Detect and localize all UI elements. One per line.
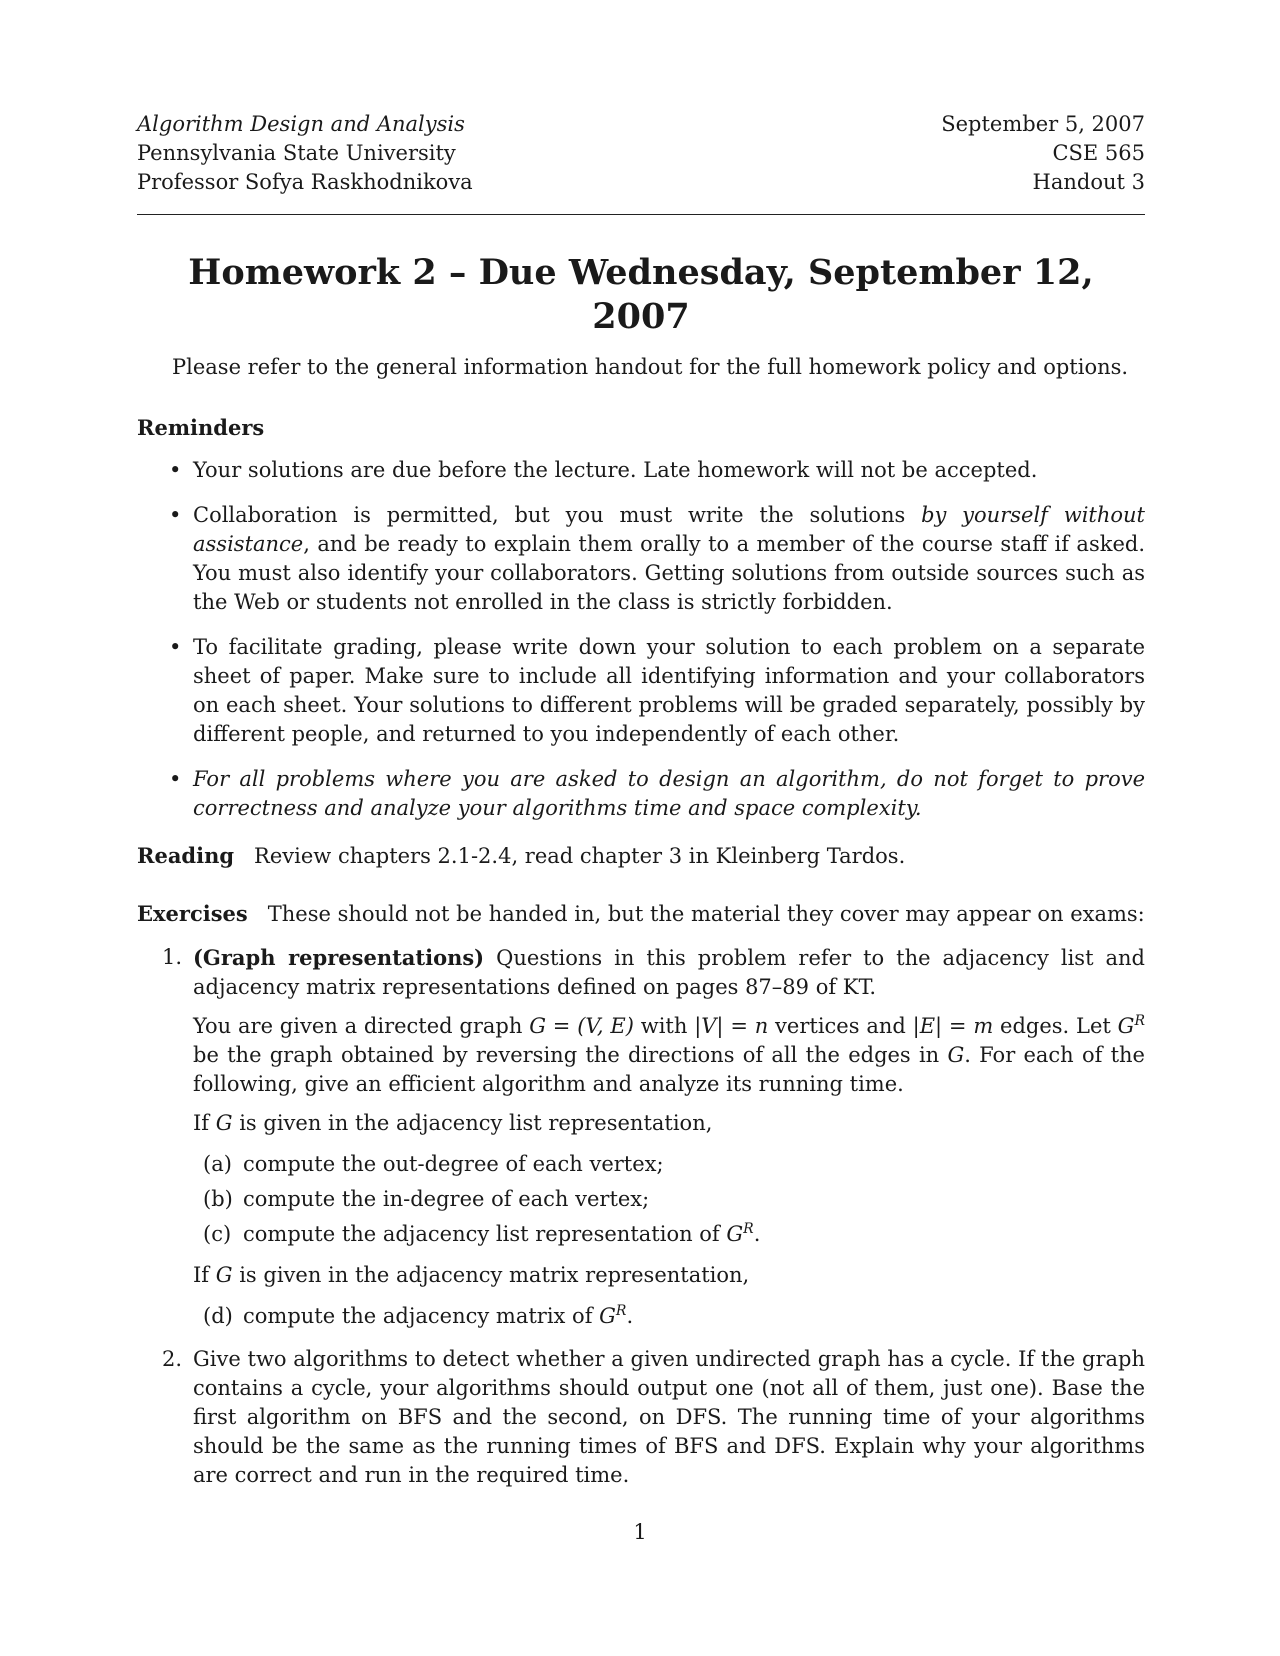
professor: Professor Sofya Raskhodnikova xyxy=(137,170,473,194)
matrix-intro: If G is given in the adjacency matrix representation, xyxy=(193,1263,750,1287)
list-intro: If G is given in the adjacency list representation, xyxy=(193,1111,713,1135)
list-item: • For all problems where you are asked to design an algorithm, do not forget to prove correctness and analyze your algorithms time and space complexity. xyxy=(169,767,1145,820)
header-rule xyxy=(137,214,1145,215)
course-code: CSE 565 xyxy=(1052,141,1145,165)
reading-section xyxy=(137,841,1145,871)
list-item: (a) compute the out-degree of each vertex; xyxy=(203,1152,664,1176)
problem-1: 1. (Graph representations) Questions in this problem refer to the adjacency list and adjacency matrix representations defined on pages 87–89 of KT. You are given a directed graph G = (V, E) with |V| = n vertices and |E| = m edges. Let $G^R$ be the graph obtained by reversing the directions of all the edges in G. For each of the following, give an efficient algorithm and analyze its running time. If G is given in the adjacency list representation, (a) compute the out-degree of each vertex; (b) compute the in-degree of each vertex; (c) compute the adjacency list representation of $G^R$. If G is given in the adjacency matrix representation, (d) compute the adjacency matrix of $G^R$. xyxy=(137,943,1145,1331)
handout-number: Handout 3 xyxy=(1032,170,1145,194)
subparts-list-matrix xyxy=(203,1302,1145,1331)
reading-text: Review chapters 2.1-2.4, read chapter 3 in Kleinberg Tardos. xyxy=(254,844,906,868)
exercises-section xyxy=(137,899,1145,929)
header-right xyxy=(941,110,1145,197)
reading-heading: Reading xyxy=(137,843,235,868)
header-left xyxy=(137,110,473,197)
intro-text: Please refer to the general information handout for the full homework policy and options. xyxy=(172,355,1129,379)
list-item: (d) compute the adjacency matrix of $G^R$. xyxy=(203,1303,634,1328)
date: September 5, 2007 xyxy=(941,112,1145,136)
list-item: (b) compute the in-degree of each vertex; xyxy=(203,1187,650,1211)
reminders-list xyxy=(137,456,1145,823)
page-title: Homework 2 – Due Wednesday, September 12, 2007 xyxy=(188,252,1094,337)
problem-1-title: (Graph representations) xyxy=(193,945,485,970)
problem-2-text: Give two algorithms to detect whether a given undirected graph has a cycle. If the graph contains a cycle, your algorithms should output one (not all of them, just one). Base the first algorithm on BFS and the second, on DFS. The running time of your algorithms should be the same as the running times of BFS and DFS. Explain why your algorithms are correct and run in the required time. xyxy=(193,1347,1145,1487)
reminders-heading: Reminders xyxy=(137,415,265,440)
university: Pennsylvania State University xyxy=(137,141,456,165)
list-item: • Your solutions are due before the lecture. Late homework will not be accepted. xyxy=(169,458,1038,482)
page-number: 1 xyxy=(633,1520,647,1544)
list-item: • Collaboration is permitted, but you must write the solutions by yourself without assistance, and be ready to explain them orally to a member of the course staff if asked. You must also identify your collaborators. Getting solutions from outside sources such as the Web or students not enrolled in the class is strictly forbidden. xyxy=(169,503,1145,614)
subparts-list xyxy=(203,1150,1145,1249)
problems-list xyxy=(137,943,1145,1490)
problem-1-description: You are given a directed graph G = (V, E) with |V| = n vertices and |E| = m edges. Let $G^R$ be the graph obtained by reversing the directions of all the edges in G. For each of the following, give an efficient algorithm and analyze its running time. xyxy=(193,1013,1145,1096)
document-page xyxy=(137,110,1145,1504)
list-item: • To facilitate grading, please write down your solution to each problem on a separate sheet of paper. Make sure to include all identifying information and your collaborators on each sheet. Your solutions to different problems will be graded separately, possibly by different people, and returned to you independently of each other. xyxy=(169,635,1145,746)
header xyxy=(137,110,1145,197)
exercises-heading: Exercises xyxy=(137,901,248,926)
list-item: (c) compute the adjacency list representation of $G^R$. xyxy=(203,1221,761,1246)
problem-2: 2. Give two algorithms to detect whether a given undirected graph has a cycle. If the graph contains a cycle, your algorithms should output one (not all of them, just one). Base the first algorithm on BFS and the second, on DFS. The running time of your algorithms should be the same as the running times of BFS and DFS. Explain why your algorithms are correct and run in the required time. xyxy=(137,1345,1145,1490)
exercises-text: These should not be handed in, but the material they cover may appear on exams: xyxy=(267,902,1145,926)
course-name: Algorithm Design and Analysis xyxy=(137,112,465,136)
